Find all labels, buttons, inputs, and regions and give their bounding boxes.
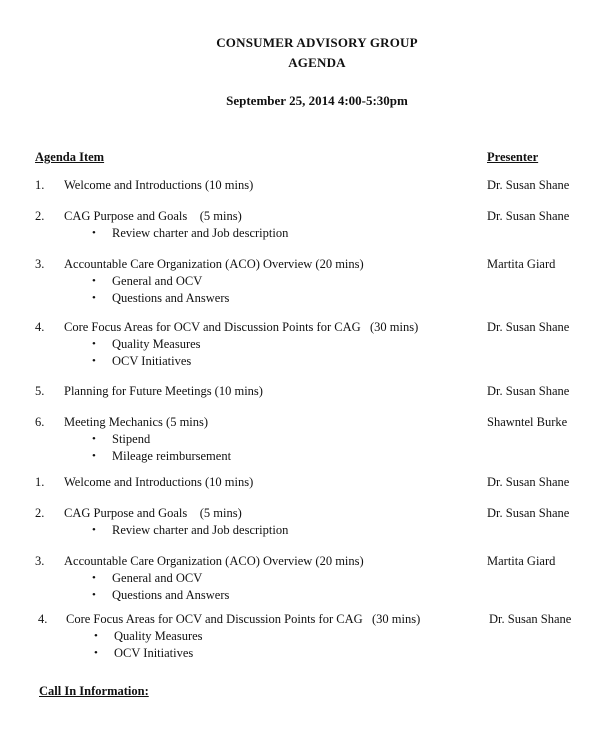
agenda-subitem-text: Stipend — [112, 432, 151, 446]
bullet-icon: • — [92, 524, 96, 536]
agenda-item-number: 2. — [35, 209, 45, 223]
agenda-subitem — [92, 448, 231, 465]
bullet-icon: • — [94, 630, 98, 642]
agenda-subitem — [92, 522, 288, 539]
agenda-item-number: 4. — [38, 612, 48, 626]
agenda-subitem-list — [92, 225, 288, 242]
agenda-subitem-text: Quality Measures — [114, 629, 203, 643]
agenda-item-presenter: Martita Giard — [487, 554, 556, 568]
agenda-item-number: 1. — [35, 475, 45, 489]
agenda-subitem-text: Review charter and Job description — [112, 523, 289, 537]
agenda-subitem — [92, 273, 229, 290]
agenda-item-number: 3. — [35, 257, 45, 271]
agenda-subitem — [92, 336, 201, 353]
agenda-subitem — [92, 353, 201, 370]
agenda-subitem-list — [92, 336, 201, 369]
agenda-subitem-text: OCV Initiatives — [114, 645, 194, 660]
agenda-item-presenter: Dr. Susan Shane — [487, 475, 570, 489]
agenda-subitem-text: Questions and Answers — [112, 587, 230, 602]
agenda-item-presenter: Dr. Susan Shane — [487, 506, 570, 520]
agenda-item-text: Welcome and Introductions (10 mins) — [64, 475, 254, 489]
agenda-subitem-text: Review charter and Job description — [112, 226, 289, 240]
bullet-icon: • — [92, 449, 96, 462]
agenda-item-number: 4. — [35, 320, 45, 334]
bullet-icon: • — [92, 354, 96, 367]
agenda-subitem-text: General and OCV — [112, 274, 203, 288]
bullet-icon: • — [94, 646, 98, 659]
agenda-item-presenter: Dr. Susan Shane — [487, 209, 570, 223]
agenda-subitem — [92, 570, 229, 587]
agenda-subitem — [92, 431, 231, 448]
document-title: CONSUMER ADVISORY GROUP — [216, 35, 418, 50]
agenda-subitem — [92, 290, 229, 307]
agenda-subitem-text: Questions and Answers — [112, 290, 230, 305]
bullet-icon: • — [92, 291, 96, 304]
call-in-heading: Call In Information: — [39, 684, 149, 698]
agenda-item-text: Accountable Care Organization (ACO) Overview (20 mins) — [64, 554, 364, 568]
agenda-subitem — [94, 628, 203, 645]
document-subtitle: AGENDA — [288, 55, 346, 70]
agenda-subitem-text: Quality Measures — [112, 337, 201, 351]
agenda-subitem-text: General and OCV — [112, 571, 203, 585]
agenda-item-text: Meeting Mechanics (5 mins) — [64, 415, 209, 429]
meeting-date: September 25, 2014 4:00-5:30pm — [226, 93, 408, 108]
bullet-icon: • — [92, 227, 96, 239]
agenda-item-text: Welcome and Introductions (10 mins) — [64, 178, 254, 192]
bullet-icon: • — [92, 433, 96, 445]
agenda-item-number: 3. — [35, 554, 45, 568]
agenda-subitem-list — [94, 628, 203, 661]
agenda-subitem-list — [92, 273, 229, 306]
agenda-item-number: 1. — [35, 178, 45, 192]
agenda-subitem-text: OCV Initiatives — [112, 353, 192, 368]
agenda-item-presenter: Shawntel Burke — [487, 415, 568, 429]
agenda-item-text: Core Focus Areas for OCV and Discussion Points for CAG (30 mins) — [64, 320, 419, 334]
agenda-item-presenter: Dr. Susan Shane — [487, 178, 570, 192]
agenda-item-header: Agenda Item — [35, 150, 105, 164]
agenda-item-text: CAG Purpose and Goals (5 mins) — [64, 506, 242, 520]
agenda-subitem-text: Mileage reimbursement — [112, 448, 232, 463]
bullet-icon: • — [92, 338, 96, 350]
agenda-subitem — [92, 225, 288, 242]
agenda-item-text: Planning for Future Meetings (10 mins) — [64, 384, 263, 398]
agenda-item-number: 6. — [35, 415, 45, 429]
agenda-subitem-list — [92, 570, 229, 603]
agenda-subitem-list — [92, 431, 231, 464]
presenter-header: Presenter — [487, 150, 539, 164]
bullet-icon: • — [92, 275, 96, 287]
agenda-subitem-list — [92, 522, 288, 539]
agenda-item-presenter: Martita Giard — [487, 257, 556, 271]
agenda-subitem — [92, 587, 229, 604]
bullet-icon: • — [92, 572, 96, 584]
agenda-item-presenter: Dr. Susan Shane — [487, 320, 570, 334]
agenda-item-text: Core Focus Areas for OCV and Discussion Points for CAG (30 mins) — [66, 612, 421, 626]
agenda-item-text: CAG Purpose and Goals (5 mins) — [64, 209, 242, 223]
agenda-item-number: 5. — [35, 384, 45, 398]
agenda-item-presenter: Dr. Susan Shane — [489, 612, 572, 626]
agenda-item-number: 2. — [35, 506, 45, 520]
agenda-subitem — [94, 645, 203, 662]
bullet-icon: • — [92, 588, 96, 601]
agenda-item-presenter: Dr. Susan Shane — [487, 384, 570, 398]
agenda-item-text: Accountable Care Organization (ACO) Overview (20 mins) — [64, 257, 364, 271]
